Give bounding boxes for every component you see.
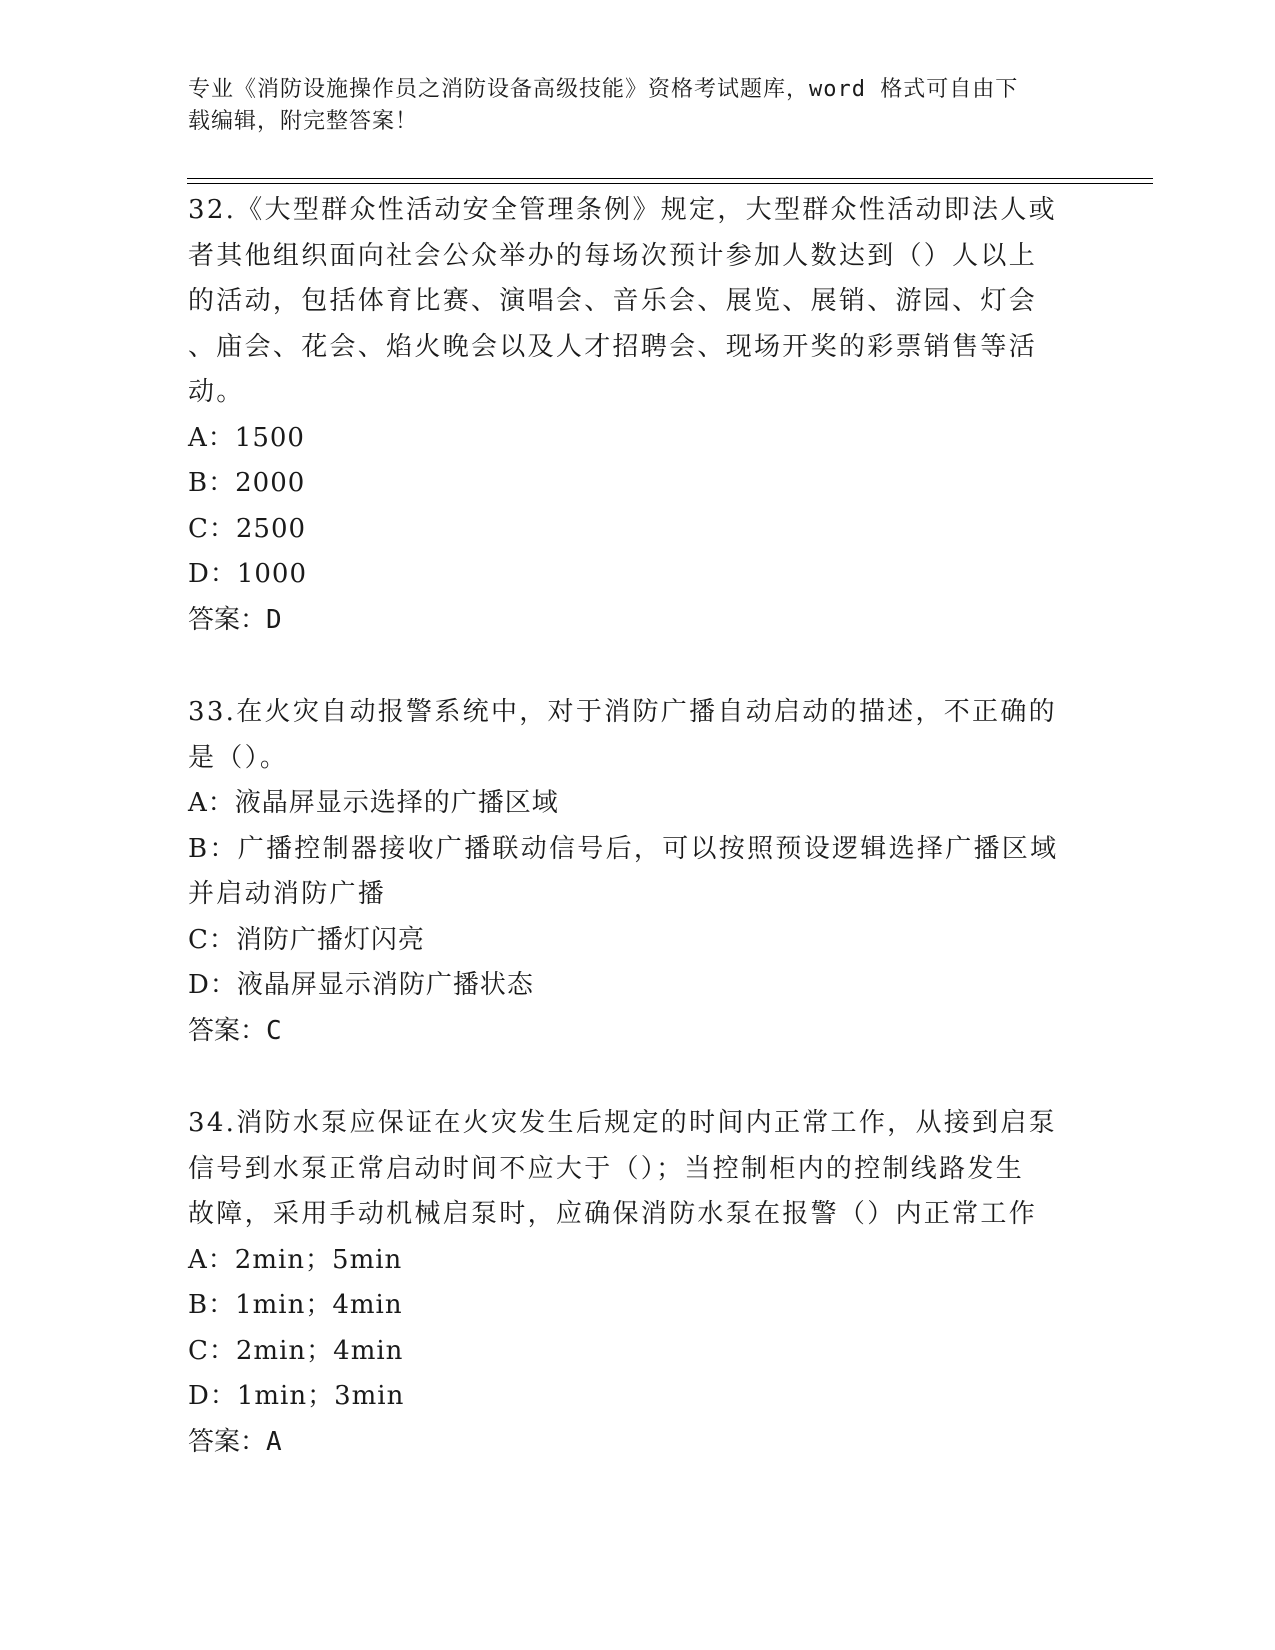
header-divider: [187, 183, 1153, 184]
option-d: D：液晶屏显示消防广播状态: [188, 970, 534, 1000]
option-b: B：1min；4min: [188, 1290, 403, 1320]
option-c: C：2min；4min: [188, 1335, 404, 1366]
answer: 答案：C: [188, 1015, 282, 1046]
option-a: A：1500: [188, 422, 305, 453]
answer: 答案：D: [188, 604, 282, 635]
option-a: A：2min；5min: [188, 1244, 403, 1275]
question-list: [188, 188, 1088, 1465]
header-line: 专业《消防设施操作员之消防设备高级技能》资格考试题库，word 格式可自由下: [188, 77, 1019, 102]
question-stem-line: 32.《大型群众性活动安全管理条例》规定，大型群众性活动即法人或: [188, 195, 1057, 225]
question-stem-line: 、庙会、花会、焰火晚会以及人才招聘会、现场开奖的彩票销售等活: [188, 331, 1038, 362]
question-spacer: [188, 643, 1088, 690]
header-divider: [187, 178, 1153, 179]
option-a: A：液晶屏显示选择的广播区域: [188, 788, 559, 818]
option-b-continuation: 并启动消防广播: [188, 879, 387, 909]
question-34: [188, 1101, 1088, 1465]
option-c: C：消防广播灯闪亮: [188, 924, 425, 955]
option-d: D：1000: [188, 559, 308, 589]
question-spacer: [188, 1054, 1088, 1101]
option-d: D：1min；3min: [188, 1381, 405, 1411]
header-line: 载编辑，附完整答案！: [188, 109, 419, 134]
question-stem-line: 者其他组织面向社会公众举办的每场次预计参加人数达到（）人以上: [188, 240, 1038, 271]
option-b: B：广播控制器接收广播联动信号后，可以按照预设逻辑选择广播区域: [188, 833, 1059, 864]
question-stem-line: 的活动，包括体育比赛、演唱会、音乐会、展览、展销、游园、灯会: [188, 286, 1038, 316]
question-stem-line: 34.消防水泵应保证在火灾发生后规定的时间内正常工作，从接到启泵: [188, 1108, 1057, 1138]
option-c: C：2500: [188, 513, 307, 544]
question-stem-line: 故障，采用手动机械启泵时，应确保消防水泵在报警（）内正常工作: [188, 1199, 1038, 1229]
question-32: [188, 188, 1088, 643]
question-stem-line: 33.在火灾自动报警系统中，对于消防广播自动启动的描述，不正确的: [188, 697, 1057, 727]
document-header: [188, 74, 1088, 138]
option-b: B：2000: [188, 468, 306, 498]
question-stem-line: 信号到水泵正常启动时间不应大于（）；当控制柜内的控制线路发生: [188, 1153, 1025, 1184]
answer: 答案：A: [188, 1426, 282, 1457]
question-stem-line: 动。: [188, 377, 245, 407]
question-stem-line: 是（）。: [188, 742, 289, 773]
question-33: [188, 690, 1088, 1054]
